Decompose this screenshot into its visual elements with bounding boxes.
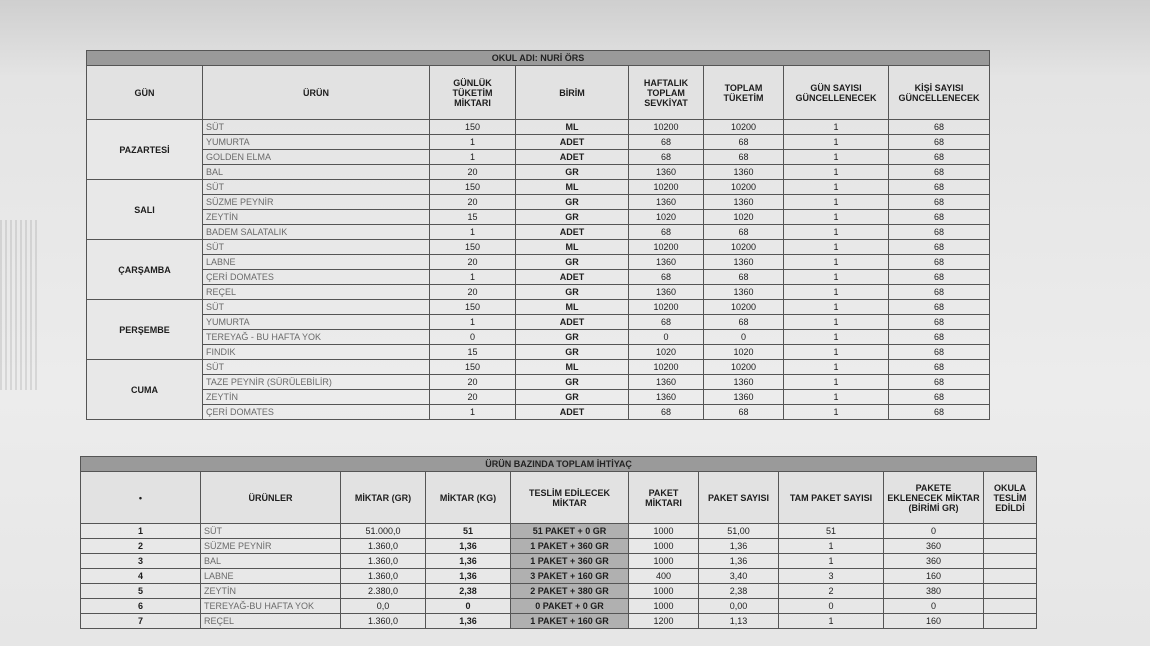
person-count: 68	[889, 330, 990, 345]
weekly-shipment: 10200	[629, 180, 704, 195]
extra-amount: 0	[884, 524, 984, 539]
day-label: SALI	[87, 180, 203, 240]
day-count: 1	[784, 360, 889, 375]
day-label: CUMA	[87, 360, 203, 420]
menu-row	[87, 330, 990, 345]
person-count: 68	[889, 180, 990, 195]
amount-gr: 1.360,0	[341, 554, 426, 569]
col-urunler: ÜRÜNLER	[201, 472, 341, 524]
daily-amount: 1	[430, 315, 516, 330]
extra-amount: 160	[884, 569, 984, 584]
row-index: 3	[81, 554, 201, 569]
unit: ML	[516, 120, 629, 135]
unit: ADET	[516, 315, 629, 330]
unit: ML	[516, 240, 629, 255]
delivered-check	[984, 524, 1037, 539]
menu-row	[87, 225, 990, 240]
row-index: 1	[81, 524, 201, 539]
weekly-shipment: 1360	[629, 165, 704, 180]
product-name: BAL	[203, 165, 430, 180]
amount-gr: 0,0	[341, 599, 426, 614]
full-package-count: 1	[779, 539, 884, 554]
product-name: GOLDEN ELMA	[203, 150, 430, 165]
menu-row	[87, 180, 990, 195]
col-tam-paket: TAM PAKET SAYISI	[779, 472, 884, 524]
total-consumption: 1020	[704, 210, 784, 225]
daily-amount: 1	[430, 225, 516, 240]
delivery-amount: 1 PAKET + 160 GR	[511, 614, 629, 629]
product-name: ÇERİ DOMATES	[203, 405, 430, 420]
weekly-shipment: 10200	[629, 240, 704, 255]
person-count: 68	[889, 120, 990, 135]
total-consumption: 1360	[704, 195, 784, 210]
product-name: LABNE	[203, 255, 430, 270]
extra-amount: 360	[884, 539, 984, 554]
total-consumption: 68	[704, 405, 784, 420]
full-package-count: 1	[779, 614, 884, 629]
menu-row	[87, 195, 990, 210]
weekly-shipment: 68	[629, 315, 704, 330]
person-count: 68	[889, 165, 990, 180]
daily-amount: 150	[430, 180, 516, 195]
package-count: 1,36	[699, 554, 779, 569]
product-name: SÜT	[203, 180, 430, 195]
total-consumption: 10200	[704, 120, 784, 135]
package-count: 0,00	[699, 599, 779, 614]
daily-amount: 150	[430, 300, 516, 315]
weekly-shipment: 10200	[629, 300, 704, 315]
delivery-amount: 1 PAKET + 360 GR	[511, 554, 629, 569]
day-count: 1	[784, 120, 889, 135]
daily-amount: 20	[430, 375, 516, 390]
product-name: YUMURTA	[203, 315, 430, 330]
daily-amount: 150	[430, 120, 516, 135]
weekly-shipment: 1360	[629, 195, 704, 210]
day-count: 1	[784, 330, 889, 345]
row-index: 2	[81, 539, 201, 554]
extra-amount: 380	[884, 584, 984, 599]
person-count: 68	[889, 345, 990, 360]
person-count: 68	[889, 405, 990, 420]
product-row	[81, 614, 1037, 629]
total-consumption: 0	[704, 330, 784, 345]
total-consumption: 1360	[704, 165, 784, 180]
package-amount: 1000	[629, 554, 699, 569]
product-name: SÜT	[203, 300, 430, 315]
person-count: 68	[889, 360, 990, 375]
product-name: TAZE PEYNİR (SÜRÜLEBİLİR)	[203, 375, 430, 390]
weekly-shipment: 1360	[629, 375, 704, 390]
menu-row	[87, 120, 990, 135]
total-consumption: 1360	[704, 285, 784, 300]
delivery-amount: 51 PAKET + 0 GR	[511, 524, 629, 539]
unit: ADET	[516, 405, 629, 420]
menu-row	[87, 375, 990, 390]
daily-amount: 150	[430, 240, 516, 255]
unit: GR	[516, 165, 629, 180]
package-amount: 400	[629, 569, 699, 584]
product-name: SÜT	[203, 120, 430, 135]
product-name: FINDIK	[203, 345, 430, 360]
menu-row	[87, 240, 990, 255]
weekly-shipment: 1020	[629, 345, 704, 360]
unit: GR	[516, 345, 629, 360]
menu-row	[87, 165, 990, 180]
col-haftalik: HAFTALIK TOPLAM SEVKİYAT	[629, 66, 704, 120]
product-row	[81, 584, 1037, 599]
amount-kg: 2,38	[426, 584, 511, 599]
school-title: OKUL ADI: NURİ ÖRS	[87, 51, 990, 66]
col-gun-sayisi: GÜN SAYISI GÜNCELLENECEK	[784, 66, 889, 120]
package-amount: 1000	[629, 599, 699, 614]
person-count: 68	[889, 240, 990, 255]
menu-row	[87, 300, 990, 315]
total-consumption: 68	[704, 135, 784, 150]
product-row	[81, 569, 1037, 584]
total-consumption: 68	[704, 270, 784, 285]
package-amount: 1000	[629, 539, 699, 554]
product-name: ZEYTİN	[201, 584, 341, 599]
day-count: 1	[784, 390, 889, 405]
unit: GR	[516, 210, 629, 225]
product-name: SÜT	[203, 240, 430, 255]
total-consumption: 10200	[704, 360, 784, 375]
total-consumption: 10200	[704, 300, 784, 315]
scan-shadow	[0, 220, 40, 390]
person-count: 68	[889, 285, 990, 300]
col-index: •	[81, 472, 201, 524]
total-consumption: 68	[704, 225, 784, 240]
extra-amount: 360	[884, 554, 984, 569]
day-count: 1	[784, 240, 889, 255]
day-count: 1	[784, 165, 889, 180]
extra-amount: 0	[884, 599, 984, 614]
unit: ADET	[516, 135, 629, 150]
package-amount: 1000	[629, 524, 699, 539]
daily-amount: 20	[430, 195, 516, 210]
total-consumption: 68	[704, 315, 784, 330]
col-toplam-tuketim: TOPLAM TÜKETİM	[704, 66, 784, 120]
day-count: 1	[784, 195, 889, 210]
amount-gr: 51.000,0	[341, 524, 426, 539]
day-count: 1	[784, 225, 889, 240]
menu-row	[87, 135, 990, 150]
product-name: ZEYTİN	[203, 390, 430, 405]
amount-gr: 2.380,0	[341, 584, 426, 599]
menu-row	[87, 150, 990, 165]
weekly-menu-body	[87, 120, 990, 420]
package-amount: 1200	[629, 614, 699, 629]
delivered-check	[984, 614, 1037, 629]
unit: GR	[516, 330, 629, 345]
person-count: 68	[889, 315, 990, 330]
product-needs-table	[80, 456, 1037, 629]
daily-amount: 1	[430, 135, 516, 150]
day-count: 1	[784, 270, 889, 285]
total-consumption: 10200	[704, 180, 784, 195]
extra-amount: 160	[884, 614, 984, 629]
product-name: ÇERİ DOMATES	[203, 270, 430, 285]
menu-row	[87, 345, 990, 360]
menu-row	[87, 390, 990, 405]
daily-amount: 150	[430, 360, 516, 375]
unit: ML	[516, 180, 629, 195]
total-consumption: 68	[704, 150, 784, 165]
unit: ADET	[516, 270, 629, 285]
day-count: 1	[784, 345, 889, 360]
day-count: 1	[784, 285, 889, 300]
col-okula-teslim: OKULA TESLİM EDİLDİ	[984, 472, 1037, 524]
weekly-shipment: 0	[629, 330, 704, 345]
delivered-check	[984, 539, 1037, 554]
product-needs-title: ÜRÜN BAZINDA TOPLAM İHTİYAÇ	[81, 457, 1037, 472]
product-needs-body	[81, 524, 1037, 629]
amount-gr: 1.360,0	[341, 614, 426, 629]
weekly-menu-table	[86, 50, 990, 420]
unit: GR	[516, 285, 629, 300]
menu-row	[87, 315, 990, 330]
day-count: 1	[784, 315, 889, 330]
product-name: SÜT	[201, 524, 341, 539]
product-row	[81, 524, 1037, 539]
daily-amount: 20	[430, 165, 516, 180]
day-count: 1	[784, 255, 889, 270]
amount-kg: 1,36	[426, 614, 511, 629]
day-count: 1	[784, 135, 889, 150]
day-label: ÇARŞAMBA	[87, 240, 203, 300]
col-miktar-kg: MİKTAR (KG)	[426, 472, 511, 524]
unit: GR	[516, 390, 629, 405]
unit: ADET	[516, 150, 629, 165]
day-count: 1	[784, 180, 889, 195]
full-package-count: 0	[779, 599, 884, 614]
col-kisi-sayisi: KİŞİ SAYISI GÜNCELLENECEK	[889, 66, 990, 120]
col-gun: GÜN	[87, 66, 203, 120]
product-row	[81, 599, 1037, 614]
weekly-shipment: 68	[629, 135, 704, 150]
daily-amount: 1	[430, 405, 516, 420]
product-name: BAL	[201, 554, 341, 569]
person-count: 68	[889, 210, 990, 225]
person-count: 68	[889, 300, 990, 315]
daily-amount: 20	[430, 390, 516, 405]
weekly-shipment: 10200	[629, 120, 704, 135]
unit: ADET	[516, 225, 629, 240]
person-count: 68	[889, 135, 990, 150]
product-name: TEREYAĞ-BU HAFTA YOK	[201, 599, 341, 614]
delivery-amount: 2 PAKET + 380 GR	[511, 584, 629, 599]
product-name: REÇEL	[203, 285, 430, 300]
amount-kg: 1,36	[426, 554, 511, 569]
product-name: YUMURTA	[203, 135, 430, 150]
unit: GR	[516, 375, 629, 390]
package-count: 3,40	[699, 569, 779, 584]
col-teslim: TESLİM EDİLECEK MİKTAR	[511, 472, 629, 524]
amount-kg: 1,36	[426, 569, 511, 584]
product-name: LABNE	[201, 569, 341, 584]
weekly-shipment: 1360	[629, 390, 704, 405]
amount-kg: 0	[426, 599, 511, 614]
daily-amount: 0	[430, 330, 516, 345]
product-name: SÜZME PEYNİR	[201, 539, 341, 554]
full-package-count: 1	[779, 554, 884, 569]
row-index: 7	[81, 614, 201, 629]
unit: GR	[516, 255, 629, 270]
person-count: 68	[889, 150, 990, 165]
amount-gr: 1.360,0	[341, 539, 426, 554]
person-count: 68	[889, 255, 990, 270]
row-index: 5	[81, 584, 201, 599]
product-name: REÇEL	[201, 614, 341, 629]
package-count: 1,13	[699, 614, 779, 629]
weekly-shipment: 1360	[629, 255, 704, 270]
delivery-amount: 0 PAKET + 0 GR	[511, 599, 629, 614]
person-count: 68	[889, 195, 990, 210]
col-birim: BİRİM	[516, 66, 629, 120]
person-count: 68	[889, 225, 990, 240]
product-name: SÜT	[203, 360, 430, 375]
delivered-check	[984, 569, 1037, 584]
total-consumption: 1360	[704, 255, 784, 270]
menu-row	[87, 405, 990, 420]
day-label: PAZARTESİ	[87, 120, 203, 180]
col-urun: ÜRÜN	[203, 66, 430, 120]
day-count: 1	[784, 150, 889, 165]
day-count: 1	[784, 375, 889, 390]
product-name: BADEM SALATALIK	[203, 225, 430, 240]
weekly-shipment: 1360	[629, 285, 704, 300]
delivery-amount: 1 PAKET + 360 GR	[511, 539, 629, 554]
product-name: SÜZME PEYNİR	[203, 195, 430, 210]
total-consumption: 1360	[704, 390, 784, 405]
amount-gr: 1.360,0	[341, 569, 426, 584]
full-package-count: 3	[779, 569, 884, 584]
daily-amount: 20	[430, 255, 516, 270]
day-label: PERŞEMBE	[87, 300, 203, 360]
row-index: 6	[81, 599, 201, 614]
daily-amount: 1	[430, 150, 516, 165]
col-paket-miktari: PAKET MİKTARI	[629, 472, 699, 524]
amount-kg: 51	[426, 524, 511, 539]
col-miktar-gr: MİKTAR (GR)	[341, 472, 426, 524]
day-count: 1	[784, 210, 889, 225]
weekly-shipment: 68	[629, 225, 704, 240]
menu-row	[87, 360, 990, 375]
package-count: 1,36	[699, 539, 779, 554]
delivered-check	[984, 584, 1037, 599]
col-pakete-eklenecek: PAKETE EKLENECEK MİKTAR (BİRİMİ GR)	[884, 472, 984, 524]
package-count: 51,00	[699, 524, 779, 539]
row-index: 4	[81, 569, 201, 584]
product-row	[81, 554, 1037, 569]
amount-kg: 1,36	[426, 539, 511, 554]
delivered-check	[984, 599, 1037, 614]
weekly-shipment: 68	[629, 150, 704, 165]
full-package-count: 51	[779, 524, 884, 539]
delivery-amount: 3 PAKET + 160 GR	[511, 569, 629, 584]
daily-amount: 15	[430, 345, 516, 360]
weekly-shipment: 1020	[629, 210, 704, 225]
day-count: 1	[784, 300, 889, 315]
person-count: 68	[889, 375, 990, 390]
total-consumption: 1020	[704, 345, 784, 360]
person-count: 68	[889, 390, 990, 405]
menu-row	[87, 285, 990, 300]
product-row	[81, 539, 1037, 554]
delivered-check	[984, 554, 1037, 569]
total-consumption: 1360	[704, 375, 784, 390]
product-name: TEREYAĞ - BU HAFTA YOK	[203, 330, 430, 345]
daily-amount: 1	[430, 270, 516, 285]
menu-row	[87, 210, 990, 225]
full-package-count: 2	[779, 584, 884, 599]
package-count: 2,38	[699, 584, 779, 599]
product-name: ZEYTİN	[203, 210, 430, 225]
menu-row	[87, 270, 990, 285]
unit: ML	[516, 300, 629, 315]
col-gunluk: GÜNLÜK TÜKETİM MİKTARI	[430, 66, 516, 120]
day-count: 1	[784, 405, 889, 420]
person-count: 68	[889, 270, 990, 285]
unit: GR	[516, 195, 629, 210]
col-paket-sayisi: PAKET SAYISI	[699, 472, 779, 524]
package-amount: 1000	[629, 584, 699, 599]
total-consumption: 10200	[704, 240, 784, 255]
weekly-shipment: 68	[629, 270, 704, 285]
weekly-shipment: 68	[629, 405, 704, 420]
daily-amount: 15	[430, 210, 516, 225]
menu-row	[87, 255, 990, 270]
weekly-shipment: 10200	[629, 360, 704, 375]
daily-amount: 20	[430, 285, 516, 300]
unit: ML	[516, 360, 629, 375]
